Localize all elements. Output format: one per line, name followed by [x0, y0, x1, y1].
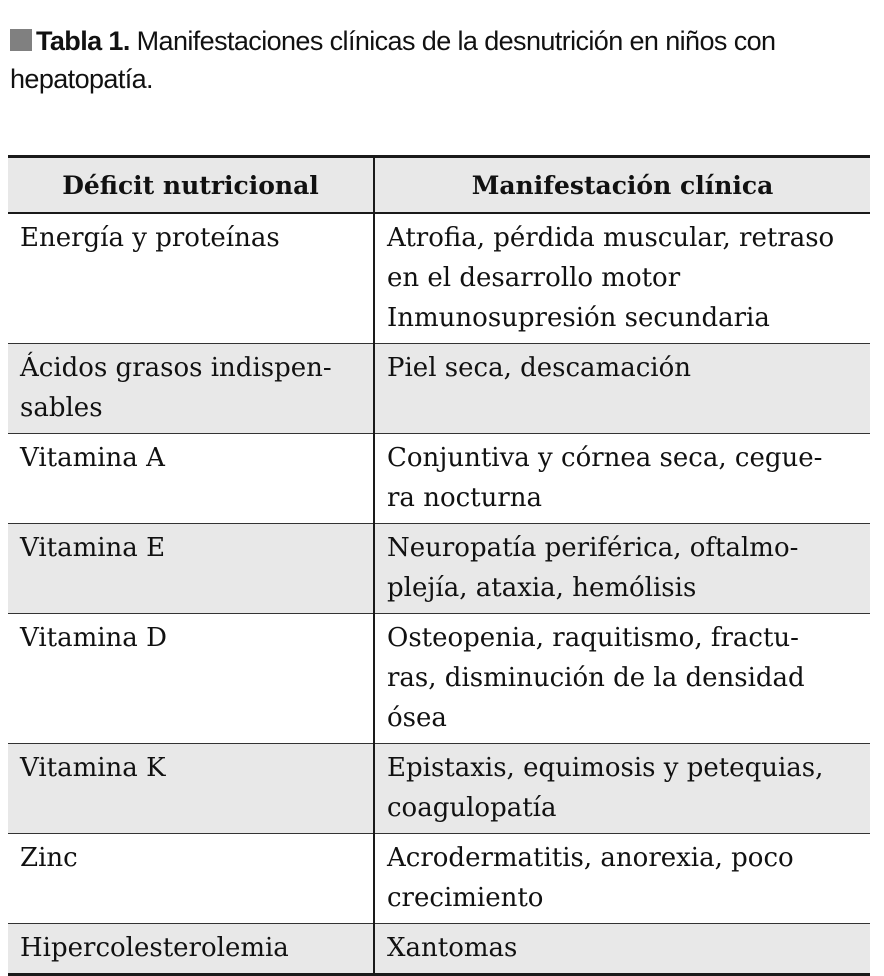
cell-line: Atrofia, pérdida muscular, retraso	[387, 223, 835, 253]
column-header-manifestation: Manifestación clínica	[374, 157, 870, 214]
cell-line: Conjuntiva y córnea seca, cegue-	[387, 443, 823, 473]
cell-line: ósea	[387, 703, 447, 733]
table-header-row	[8, 157, 870, 214]
cell-line: plejía, ataxia, hemólisis	[387, 573, 697, 603]
cell-text: Vitamina E	[20, 533, 166, 563]
manifestation-cell	[374, 834, 870, 924]
column-header-deficit: Déficit nutricional	[8, 157, 374, 214]
cell-text: Vitamina A	[20, 443, 165, 473]
cell-text: Vitamina K	[20, 753, 166, 783]
deficit-cell	[8, 834, 374, 924]
table-row	[8, 614, 870, 744]
cell-line: Neuropatía periférica, oftalmo-	[387, 533, 799, 563]
deficit-cell	[8, 744, 374, 834]
manifestation-cell	[374, 924, 870, 975]
deficit-cell	[8, 524, 374, 614]
cell-line: en el desarrollo motor	[387, 263, 681, 293]
cell-text: Energía y proteínas	[20, 223, 280, 253]
deficit-cell	[8, 924, 374, 975]
table-row	[8, 344, 870, 434]
cell-line: Inmunosupresión secundaria	[387, 303, 770, 333]
manifestation-cell	[374, 213, 870, 344]
deficit-cell	[8, 614, 374, 744]
table-caption	[10, 22, 870, 98]
cell-line: Osteopenia, raquitismo, fractu-	[387, 623, 799, 653]
manifestation-cell	[374, 434, 870, 524]
cell-line: Ácidos grasos indispen-	[20, 353, 332, 383]
deficit-cell	[8, 344, 374, 434]
cell-text: Hipercolesterolemia	[20, 933, 289, 963]
cell-line: Epistaxis, equimosis y petequias,	[387, 753, 824, 783]
caption-label: Tabla 1.	[36, 26, 130, 56]
cell-line: Acrodermatitis, anorexia, poco	[387, 843, 794, 873]
cell-line: ras, disminución de la densidad	[387, 663, 805, 693]
caption-text: Manifestaciones clínicas de la desnutrición en niños con hepatopatía.	[10, 26, 776, 94]
manifestation-cell	[374, 344, 870, 434]
deficit-cell	[8, 434, 374, 524]
table-row	[8, 744, 870, 834]
manifestation-cell	[374, 614, 870, 744]
table-row	[8, 524, 870, 614]
manifestation-cell	[374, 524, 870, 614]
table-row	[8, 213, 870, 344]
cell-line: Piel seca, descamación	[387, 353, 691, 383]
cell-text: Zinc	[20, 843, 78, 873]
table-row	[8, 834, 870, 924]
nutrition-deficit-table	[8, 155, 870, 976]
manifestation-cell	[374, 744, 870, 834]
table-row	[8, 924, 870, 975]
deficit-cell	[8, 213, 374, 344]
cell-line: ra nocturna	[387, 483, 543, 513]
table-row	[8, 434, 870, 524]
cell-text: Vitamina D	[20, 623, 167, 653]
cell-line: sables	[20, 393, 103, 423]
cell-line: coagulopatía	[387, 793, 557, 823]
cell-line: crecimiento	[387, 883, 544, 913]
cell-line: Xantomas	[387, 933, 518, 963]
square-bullet-icon	[10, 29, 32, 51]
